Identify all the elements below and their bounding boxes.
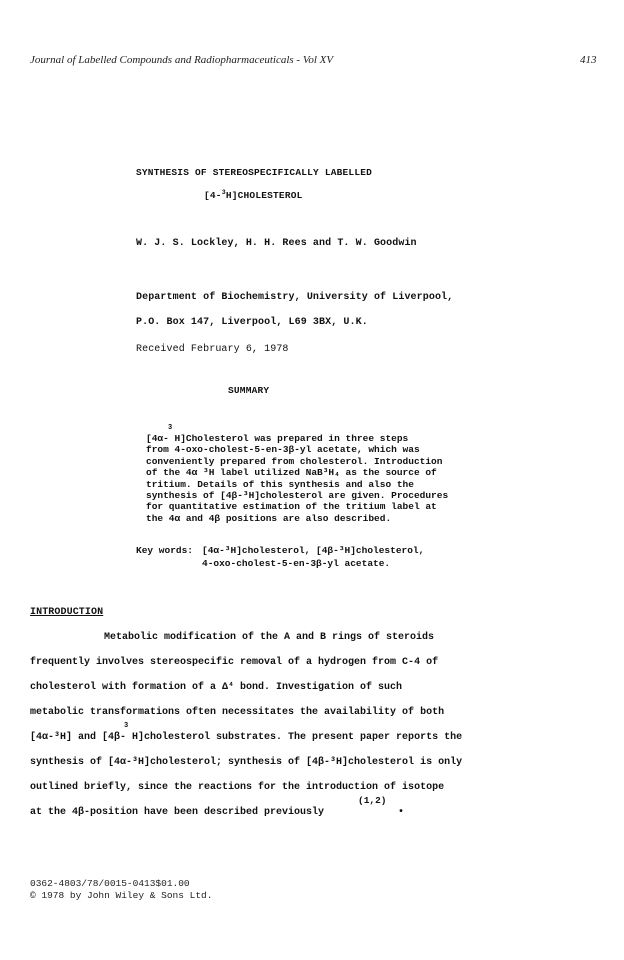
citation: (1,2) (358, 795, 387, 806)
end-mark: • (398, 807, 405, 818)
intro-line: outlined briefly, since the reactions for the introduction of isotope (30, 782, 445, 793)
page-number: 413 (580, 54, 597, 66)
intro-line: [4α-³H] and [4β- H]cholesterol substrates. The present paper reports the (30, 732, 463, 743)
paper-title-line2: [4-$^3$H]CHOLESTEROL (204, 188, 303, 201)
summary-line: [4α- H]Cholesterol was prepared in three steps (146, 433, 409, 444)
summary-line: synthesis of [4β-³H]cholesterol are given. Procedures (146, 490, 449, 502)
keywords-label: Key words: (136, 545, 194, 556)
paper-title-line1: SYNTHESIS OF STEREOSPECIFICALLY LABELLED (136, 167, 373, 178)
keywords-line1: [4α-³H]cholesterol, [4β-³H]cholesterol, (202, 545, 425, 556)
intro-line: metabolic transformations often necessitates the availability of both (30, 707, 445, 718)
intro-line: Metabolic modification of the A and B rings of steroids (104, 632, 435, 643)
summary-line: of the 4α ³H label utilized NaB³H₄ as the source of (146, 467, 437, 479)
summary-line: for quantitative estimation of the tritium label at (146, 501, 437, 513)
footer-doi: 0362-4803/78/0015-0413$01.00 (30, 878, 190, 889)
intro-line: at the 4β-position have been described previously (30, 807, 325, 818)
summary-heading: SUMMARY (228, 385, 270, 396)
summary-line: from 4-oxo-cholest-5-en-3β-yl acetate, which was (146, 444, 420, 456)
keywords-line2: 4-oxo-cholest-5-en-3β-yl acetate. (202, 558, 391, 569)
intro-sup3: 3 (124, 722, 129, 730)
summary-line: tritium. Details of this synthesis and also the (146, 478, 414, 490)
affiliation-line2: P.O. Box 147, Liverpool, L69 3BX, U.K. (136, 317, 368, 328)
affiliation-line1: Department of Biochemistry, University of Liverpool, (136, 292, 454, 303)
summary-line: conveniently prepared from cholesterol. Introduction (146, 455, 443, 467)
summary-sup3: 3 (168, 424, 173, 432)
footer-copyright: © 1978 by John Wiley & Sons Ltd. (30, 890, 213, 901)
intro-line: cholesterol with formation of a Δ⁴ bond. Investigation of such (30, 682, 403, 693)
intro-line: frequently involves stereospecific removal of a hydrogen from C-4 of (30, 657, 439, 668)
introduction-heading: INTRODUCTION (30, 607, 104, 618)
journal-header: Journal of Labelled Compounds and Radiopharmaceuticals - Vol XV (30, 54, 334, 66)
received-date: Received February 6, 1978 (136, 344, 289, 355)
summary-text (146, 433, 448, 524)
authors: W. J. S. Lockley, H. H. Rees and T. W. Goodwin (136, 238, 417, 249)
intro-line: synthesis of [4α-³H]cholesterol; synthesis of [4β-³H]cholesterol is only (30, 757, 463, 768)
summary-line: the 4α and 4β positions are also described. (146, 512, 392, 524)
